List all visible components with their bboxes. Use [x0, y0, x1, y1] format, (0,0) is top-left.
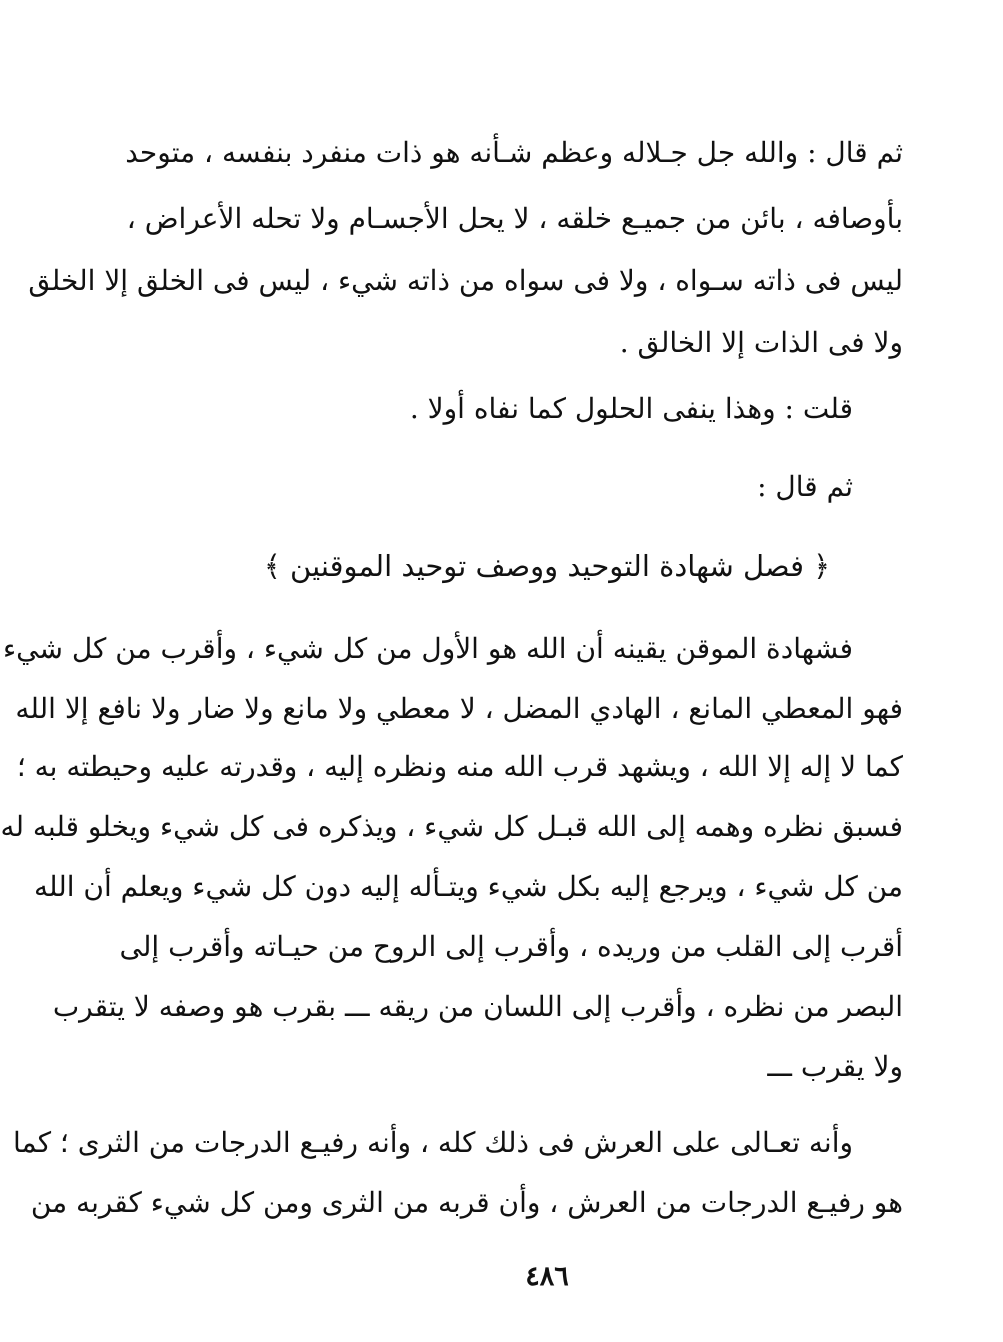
text-line: كما لا إله إلا الله ، ويشهد قرب الله منه ونظره إليه ، وقدرته عليه وحيطته به ؛: [16, 750, 903, 783]
text-line: ولا يقرب ـــ: [767, 1050, 903, 1083]
text-line: قلت : وهذا ينفى الحلول كما نفاه أولا .: [409, 392, 853, 425]
text-line: من كل شيء ، ويرجع إليه بكل شيء ويتـأله إليه دون كل شيء ويعلم أن الله: [33, 870, 903, 903]
text-line: ثم قال :: [757, 470, 853, 503]
section-heading: ﴿ فصل شهادة التوحيد ووصف توحيد الموقنين ﴾: [263, 549, 831, 583]
text-line: فشهادة الموقن يقينه أن الله هو الأول من كل شيء ، وأقرب من كل شيء: [2, 632, 853, 665]
page-number: ٤٨٦: [525, 1261, 569, 1292]
text-line: ليس فى ذاته سـواه ، ولا فى سواه من ذاته شيء ، ليس فى الخلق إلا الخلق: [28, 264, 903, 297]
text-line: ثم قال : والله جل جـلاله وعظم شـأنه هو ذات منفرد بنفسه ، متوحد: [125, 136, 903, 169]
text-line: فسبق نظره وهمه إلى الله قبـل كل شيء ، ويذكره فى كل شيء ويخلو قلبه له: [0, 810, 903, 843]
text-line: ولا فى الذات إلا الخالق .: [619, 326, 903, 359]
text-line: بأوصافه ، بائن من جميـع خلقه ، لا يحل الأجسـام ولا تحله الأعراض ،: [126, 202, 903, 235]
text-line: هو رفيـع الدرجات من العرش ، وأن قربه من الثرى ومن كل شيء كقربه من: [30, 1186, 903, 1219]
text-line: البصر من نظره ، وأقرب إلى اللسان من ريقه ـــ بقرب هو وصفه لا يتقرب: [52, 990, 903, 1023]
text-line: وأنه تعـالى على العرش فى ذلك كله ، وأنه رفيـع الدرجات من الثرى ؛ كما: [12, 1126, 853, 1159]
text-line: فهو المعطي المانع ، الهادي المضل ، لا معطي ولا مانع ولا ضار ولا نافع إلا الله: [15, 692, 903, 725]
text-line: أقرب إلى القلب من وريده ، وأقرب إلى الروح من حيـاته وأقرب إلى: [119, 930, 903, 963]
